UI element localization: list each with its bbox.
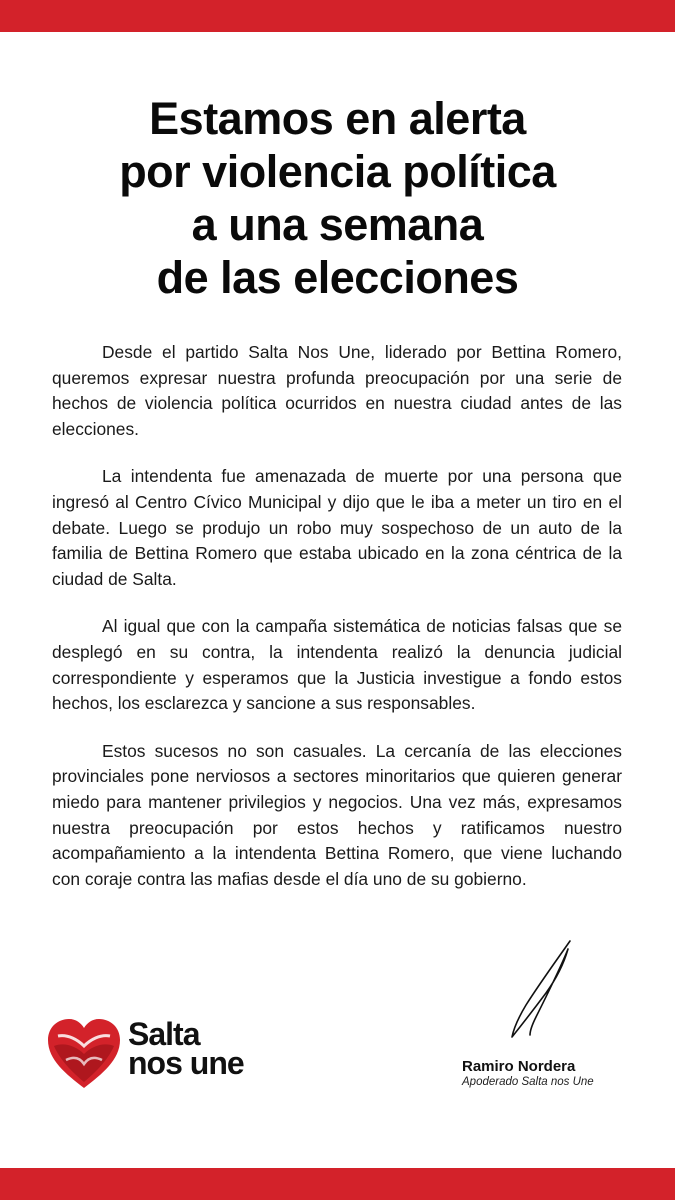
headline-line-4: de las elecciones xyxy=(156,252,519,303)
headline-line-2: por violencia política xyxy=(119,146,556,197)
signatory-name: Ramiro Nordera xyxy=(462,1058,576,1075)
logo-line-1: Salta xyxy=(128,1016,200,1052)
party-logo-wordmark xyxy=(128,1016,244,1081)
headline-line-3: a una semana xyxy=(191,199,484,250)
logo-line-2: nos une xyxy=(128,1045,244,1081)
paragraph-4: Estos sucesos no son casuales. La cercanía de las elecciones provinciales pone nerviosos a sectores minoritarios que quieren generar miedo para mantener privilegios y negocios. Una vez más, expresamos nuestra preocupación por estos hechos y ratificamos nuestro acompañamiento a la intendenta Bettina Romero, que viene luchando con coraje contra las mafias desde el día uno de su gobierno. xyxy=(52,740,622,889)
paragraph-1: Desde el partido Salta Nos Une, liderado por Bettina Romero, queremos expresar nuestra profunda preocupación por una serie de hechos de violencia política ocurridos en nuestra ciudad antes de las elecciones. xyxy=(52,342,622,439)
headline-line-1: Estamos en alerta xyxy=(149,93,526,144)
paragraph-2: La intendenta fue amenazada de muerte por una persona que ingresó al Centro Cívico Municipal y dijo que le iba a meter un tiro en el debate. Luego se produjo un robo muy sospechoso de un auto de la familia de Bettina Romero que estaba ubicado en la zona céntrica de la ciudad de Salta. xyxy=(52,466,622,589)
headline xyxy=(40,92,635,304)
handwritten-signature xyxy=(500,935,590,1045)
top-red-bar xyxy=(0,0,675,32)
signatory-role: Apoderado Salta nos Une xyxy=(462,1076,594,1088)
paragraph-3: Al igual que con la campaña sistemática de noticias falsas que se desplegó en su contra, la intendenta realizó la denuncia judicial correspondiente y esperamos que la Justicia investigue a fondo estos hechos, los esclarezca y sancione a sus responsables. xyxy=(52,616,622,714)
bottom-red-bar xyxy=(0,1168,675,1200)
heart-icon xyxy=(44,1016,124,1092)
statement-body xyxy=(52,340,622,914)
